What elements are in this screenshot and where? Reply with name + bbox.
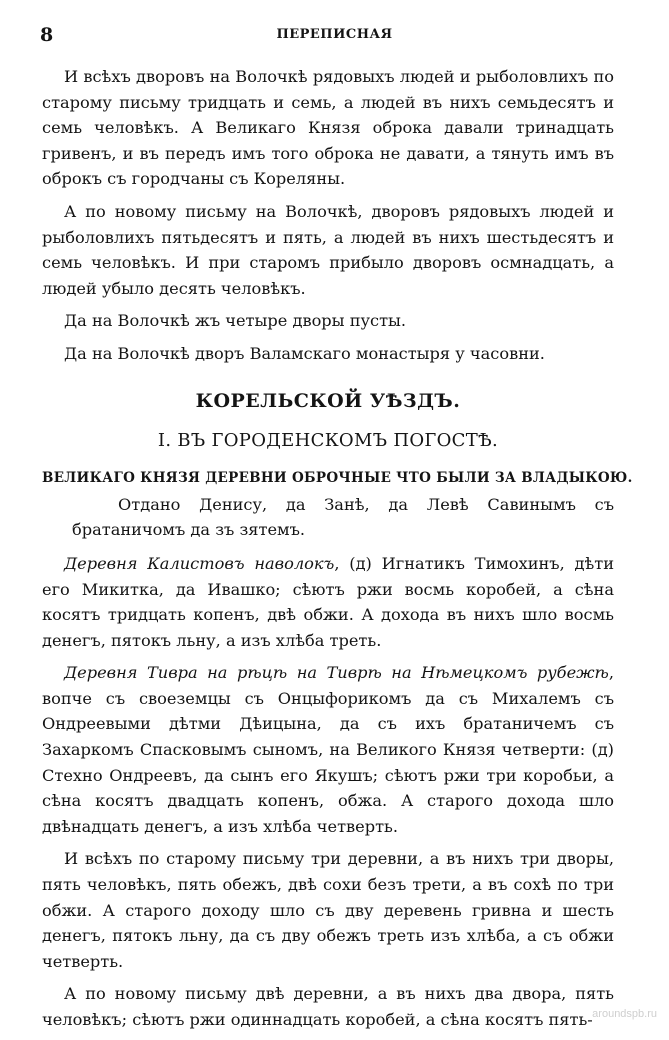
allotment-note: Отдано Денису, да Занѣ, да Левѣ Савинымъ съ братаничомъ да зъ зятемъ. — [72, 494, 614, 540]
paragraph: И всѣхъ дворовъ на Волочкѣ рядовыхъ людей и рыболовлихъ по старому письму тридцать и семь, а людей въ нихъ семьдесятъ и семь человѣкъ. А Великаго Князя оброка давали тринадцать гривенъ, и въ передъ имъ того оброка не давати, а тянуть имъ въ оброкъ съ городчаны съ Кореляны. — [42, 67, 614, 189]
village-text: , вопче съ своеземцы съ Онцыфорикомъ да съ Михалемъ съ Ондреевыми дѣтми Дѣицына, да съ ихъ братаничемъ съ Захаркомъ Спасковымъ сыномъ, на Великого Князя четверти: (д) Стехно Ондреевъ, да сынъ его Якушъ; сѣютъ ржи три коробьи, а сѣна косятъ двадцать копенъ, обжа. А старого дохода шло двѣнадцать денегъ, а изъ хлѣба четверть. — [42, 663, 614, 836]
paragraph: Да на Волочкѣ дворъ Валамскаго монастыря у часовни. — [64, 343, 545, 363]
paragraph: Да на Волочкѣ жъ четыре дворы пусты. — [64, 311, 407, 331]
paragraph: А по новому письму двѣ деревни, а въ нихъ два двора, пять человѣкъ; сѣютъ ржи одиннадцать коробей, а сѣна косятъ пять- — [42, 984, 614, 1029]
village-name: Деревня Тивра на рѣцѣ на Тиврѣ на Нѣмецкомъ рубежѣ — [64, 663, 609, 683]
village-name: Деревня Калистовъ наволокъ — [64, 553, 335, 573]
page-number: 8 — [40, 24, 54, 46]
village-entry — [42, 551, 614, 653]
paragraph: А по новому письму на Волочкѣ, дворовъ рядовыхъ людей и рыболовлихъ пятьдесятъ и пять, а людей въ нихъ шестьдесятъ и семь человѣкъ. И при старомъ прибыло дворовъ осмнадцать, а людей убыло десять человѣкъ. — [42, 201, 614, 298]
village-entry — [42, 660, 614, 839]
county-heading: КОРЕЛЬСКОЙ УѢЗДЪ. — [195, 389, 461, 412]
pogost-heading: I. ВЪ ГОРОДЕНСКОМЪ ПОГОСТѢ. — [157, 430, 499, 452]
watermark: aroundspb.ru — [592, 1008, 657, 1020]
running-title: ПЕРЕПИСНАЯ — [276, 27, 393, 42]
paragraph: И всѣхъ по старому письму три деревни, а въ нихъ три дворы, пять человѣкъ, пять обежъ, двѣ сохи безъ трети, а въ сохѣ по три обжи. А старого доходу шло съ дву деревень гривна и шесть денегъ, пятокъ льну, да съ дву обежъ треть изъ хлѣба, а съ обжи четверть. — [42, 849, 614, 971]
page-header — [40, 24, 629, 48]
villages-heading: ВЕЛИКАГО КНЯЗЯ ДЕРЕВНИ ОБРОЧНЫЕ ЧТО БЫЛИ ЗА ВЛАДЫКОЮ. — [42, 469, 633, 486]
village-text: , (д) Игнатикъ Тимохинъ, дѣти его Микитка, да Ивашко; сѣютъ ржи восмь коробей, а сѣна косятъ тридцать копенъ, двѣ обжи. А дохода въ нихъ шло восмь денегъ, пятокъ льну, а изъ хлѣба треть. — [42, 553, 614, 650]
